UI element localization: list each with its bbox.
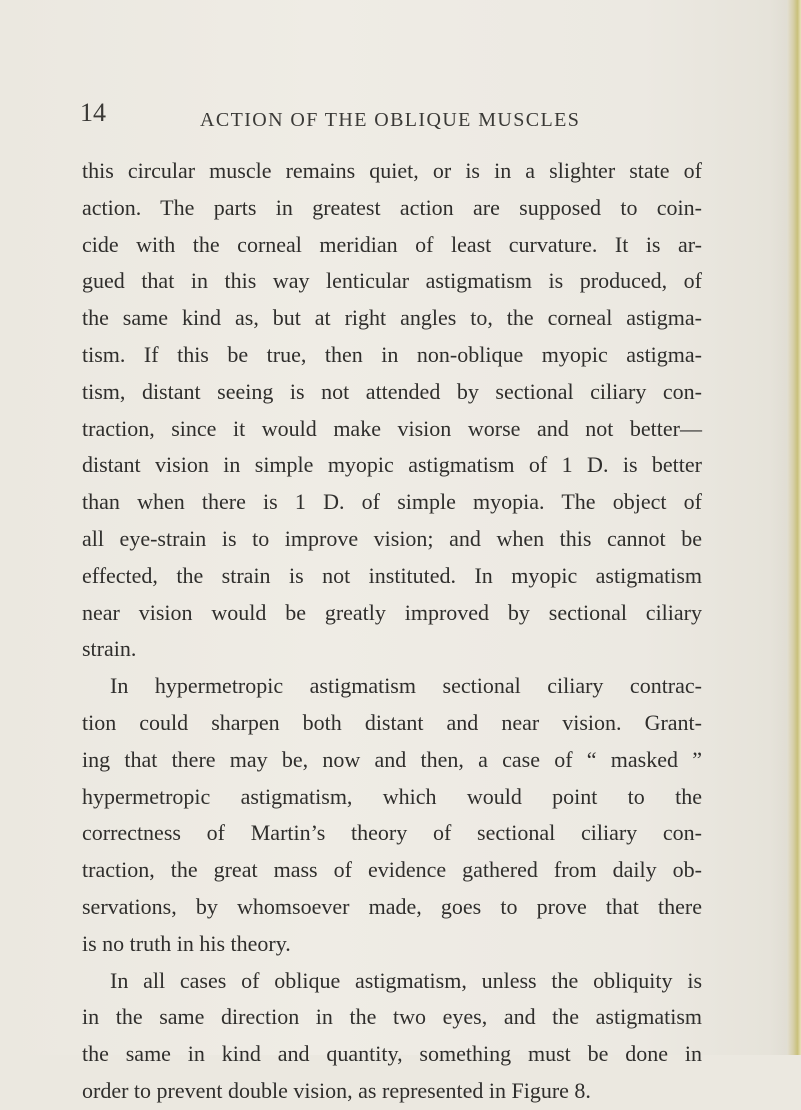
text-line: In all cases of oblique astigmatism, unless the obliquity is [110, 967, 702, 993]
text-line: traction, the great mass of evidence gathered from daily ob- [82, 857, 702, 883]
text-line: all eye-strain is to improve vision; and when this cannot be [82, 525, 702, 551]
text-line: the same in kind and quantity, something must be done in [82, 1041, 702, 1067]
paragraph [82, 668, 702, 962]
text-line: this circular muscle remains quiet, or is in a slighter state of [82, 158, 702, 183]
text-line: in the same direction in the two eyes, and the astigmatism [82, 1004, 702, 1030]
page-number: 14 [80, 98, 106, 127]
text-line: correctness of Martin’s theory of sectional ciliary con- [82, 820, 702, 846]
text-line: ing that there may be, now and then, a case of “ masked ” [82, 746, 702, 772]
paragraph [82, 963, 702, 1110]
text-line: cide with the corneal meridian of least curvature. It is ar- [82, 231, 702, 257]
text-line: action. The parts in greatest action are supposed to coin- [82, 194, 702, 220]
text-line: servations, by whomsoever made, goes to prove that there [82, 893, 702, 919]
text-line: tism, distant seeing is not attended by sectional ciliary con- [82, 378, 702, 404]
text-line: the same kind as, but at right angles to, the corneal astigma- [82, 305, 702, 331]
text-line: hypermetropic astigmatism, which would point to the [82, 783, 702, 809]
page-edge [787, 0, 801, 1055]
text-line: distant vision in simple myopic astigmatism of 1 D. is better [82, 452, 702, 478]
text-line: effected, the strain is not instituted. In myopic astigmatism [82, 562, 702, 588]
running-head [0, 96, 801, 136]
running-title: ACTION OF THE OBLIQUE MUSCLES [200, 109, 581, 131]
paragraph [82, 153, 702, 668]
text-line: gued that in this way lenticular astigmatism is produced, of [82, 268, 702, 294]
text-line: traction, since it would make vision worse and not better— [82, 415, 702, 441]
text-line: is no truth in his theory. [82, 930, 291, 956]
text-line: near vision would be greatly improved by sectional ciliary [82, 599, 702, 625]
body-text [82, 153, 702, 1110]
text-line: than when there is 1 D. of simple myopia. The object of [82, 489, 702, 515]
text-line: In hypermetropic astigmatism sectional ciliary contrac- [110, 673, 702, 699]
text-line: order to prevent double vision, as represented in Figure 8. [82, 1077, 591, 1103]
text-line: strain. [82, 636, 137, 662]
text-line: tism. If this be true, then in non-oblique myopic astigma- [82, 341, 702, 367]
text-line: tion could sharpen both distant and near vision. Grant- [82, 709, 702, 735]
